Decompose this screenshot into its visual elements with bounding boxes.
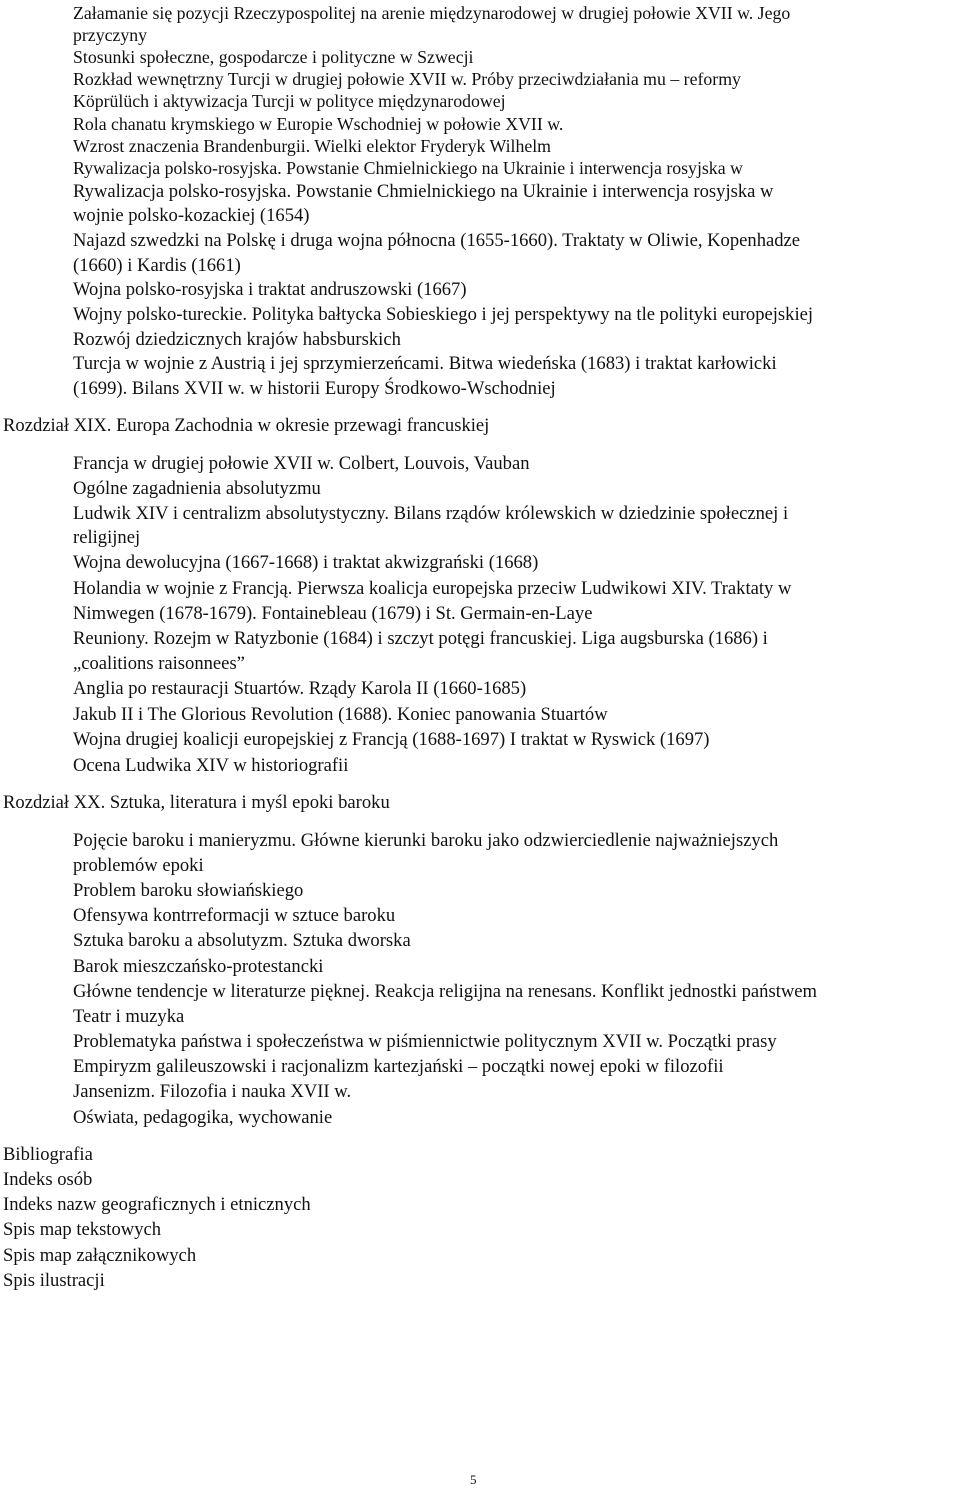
toc-entry: Problem baroku słowiańskiego: [73, 880, 304, 901]
toc-entry: Rozwój dziedzicznych krajów habsburskich: [73, 329, 401, 350]
toc-entry: Sztuka baroku a absolutyzm. Sztuka dworska: [73, 930, 411, 951]
back-matter-entry: Bibliografia: [3, 1144, 93, 1165]
toc-entry-continuation: religijnej: [73, 527, 141, 548]
toc-entry-continuation: „coalitions raisonnees”: [73, 653, 245, 674]
toc-entry: Rywalizacja polsko-rosyjska. Powstanie Chmielnickiego na Ukrainie i interwencja rosyjska w: [73, 158, 743, 178]
toc-entry: Turcja w wojnie z Austrią i jej sprzymierzeńcami. Bitwa wiedeńska (1683) i traktat karłowicki: [73, 353, 777, 374]
toc-entry: Rola chanatu krymskiego w Europie Wschodniej w połowie XVII w.: [73, 114, 564, 134]
toc-entry: Rozkład wewnętrzny Turcji w drugiej połowie XVII w. Próby przeciwdziałania mu – reformy: [73, 69, 741, 89]
toc-entry: Stosunki społeczne, gospodarcze i polityczne w Szwecji: [73, 47, 474, 67]
back-matter-entry: Spis ilustracji: [3, 1270, 105, 1291]
toc-entry: Problematyka państwa i społeczeństwa w piśmiennictwie politycznym XVII w. Początki prasy: [73, 1031, 777, 1052]
back-matter-entry: Indeks osób: [3, 1169, 93, 1190]
toc-entry: Francja w drugiej połowie XVII w. Colbert, Louvois, Vauban: [73, 453, 530, 474]
toc-entry: Najazd szwedzki na Polskę i druga wojna północna (1655-1660). Traktaty w Oliwie, Kopenhadze: [73, 230, 801, 251]
toc-entry: Ocena Ludwika XIV w historiografii: [73, 755, 349, 776]
toc-entry: Oświata, pedagogika, wychowanie: [73, 1107, 333, 1128]
back-matter-entry: Spis map tekstowych: [3, 1219, 162, 1240]
toc-entry: Wojny polsko-tureckie. Polityka bałtycka Sobieskiego i jej perspektywy na tle polityki europejskiej: [73, 304, 814, 325]
toc-entry: Ogólne zagadnienia absolutyzmu: [73, 478, 321, 499]
toc-entry-continuation: (1699). Bilans XVII w. w historii Europy Środkowo-Wschodniej: [73, 378, 556, 399]
back-matter-entry: Spis map załącznikowych: [3, 1245, 197, 1266]
toc-entry: Anglia po restauracji Stuartów. Rządy Karola II (1660-1685): [73, 678, 527, 699]
toc-entry-continuation: Nimwegen (1678-1679). Fontainebleau (1679) i St. Germain-en-Laye: [73, 603, 593, 624]
toc-entry: Wojna drugiej koalicji europejskiej z Francją (1688-1697) I traktat w Ryswick (1697): [73, 729, 710, 750]
toc-entry: Główne tendencje w literaturze pięknej. Reakcja religijna na renesans. Konflikt jednostki państwem: [73, 981, 818, 1002]
toc-entry: Pojęcie baroku i manieryzmu. Główne kierunki baroku jako odzwierciedlenie najważniejszych: [73, 830, 779, 851]
toc-entry-continuation: Köprülüch i aktywizacja Turcji w polityce międzynarodowej: [73, 91, 506, 111]
toc-entry: Jansenizm. Filozofia i nauka XVII w.: [73, 1081, 352, 1102]
page-number: 5: [470, 1472, 477, 1487]
toc-entry-continuation: wojnie polsko-kozackiej (1654): [73, 205, 310, 226]
toc-entry: Teatr i muzyka: [73, 1006, 185, 1027]
toc-entry: Wojna dewolucyjna (1667-1668) i traktat akwizgrański (1668): [73, 552, 539, 573]
toc-entry: Ludwik XIV i centralizm absolutystyczny. Bilans rządów królewskich w dziedzinie społecznej i: [73, 503, 789, 524]
chapter-heading: Rozdział XX. Sztuka, literatura i myśl epoki baroku: [3, 792, 390, 813]
toc-entry: Załamanie się pozycji Rzeczypospolitej na arenie międzynarodowej w drugiej połowie XVII w. Jego: [73, 3, 791, 23]
toc-entry: Wzrost znaczenia Brandenburgii. Wielki elektor Fryderyk Wilhelm: [73, 136, 552, 156]
toc-entry: Jakub II i The Glorious Revolution (1688). Koniec panowania Stuartów: [73, 704, 608, 725]
toc-entry: Empiryzm galileuszowski i racjonalizm kartezjański – początki nowej epoki w filozofii: [73, 1056, 724, 1077]
toc-entry: Barok mieszczańsko-protestancki: [73, 956, 324, 977]
toc-entry-continuation: problemów epoki: [73, 855, 204, 876]
toc-entry: Reuniony. Rozejm w Ratyzbonie (1684) i szczyt potęgi francuskiej. Liga augsburska (1686) i: [73, 628, 768, 649]
toc-entry: Wojna polsko-rosyjska i traktat andruszowski (1667): [73, 279, 467, 300]
toc-entry: Rywalizacja polsko-rosyjska. Powstanie Chmielnickiego na Ukrainie i interwencja rosyjska w: [73, 181, 774, 202]
toc-entry: Holandia w wojnie z Francją. Pierwsza koalicja europejska przeciw Ludwikowi XIV. Traktaty w: [73, 578, 792, 599]
chapter-heading: Rozdział XIX. Europa Zachodnia w okresie przewagi francuskiej: [3, 415, 490, 436]
toc-entry-continuation: przyczyny: [73, 25, 148, 45]
back-matter-entry: Indeks nazw geograficznych i etnicznych: [3, 1194, 311, 1215]
toc-entry-continuation: (1660) i Kardis (1661): [73, 255, 241, 276]
toc-entry: Ofensywa kontrreformacji w sztuce baroku: [73, 905, 396, 926]
